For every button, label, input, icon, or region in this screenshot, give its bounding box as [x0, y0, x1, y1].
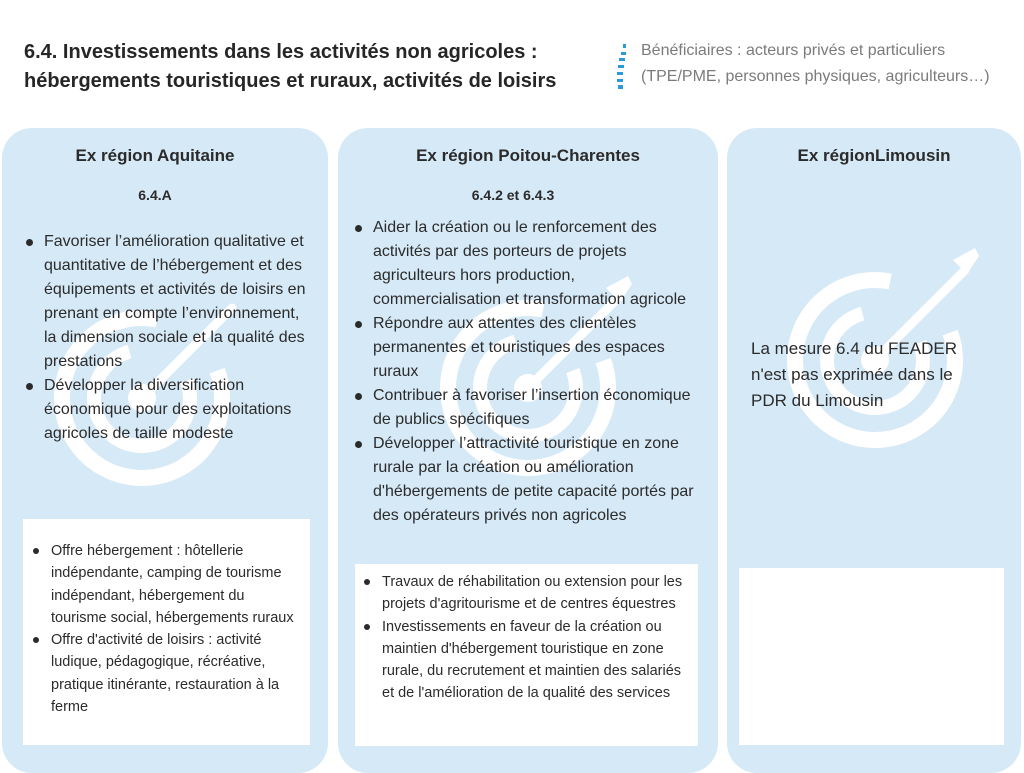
- list-item: Favoriser l’amélioration qualitative et quantitative de l’hébergement et des équipements et activités de loisirs en prenant en compte l’environnement, la dimension sociale et la qualité des prestations: [24, 230, 316, 374]
- list-item: Contribuer à favoriser l’insertion économique de publics spécifiques: [353, 384, 703, 432]
- limousin-note: La mesure 6.4 du FEADER n'est pas exprimée dans le PDR du Limousin: [751, 339, 957, 410]
- list-item: Offre d'activité de loisirs : activité ludique, pédagogique, récréative, pratique itinérante, restauration à la ferme: [31, 629, 303, 718]
- objectives-list: [24, 230, 316, 446]
- beneficiaires-text: [641, 38, 1021, 90]
- column-heading: Ex région Aquitaine: [75, 146, 235, 165]
- list-item: Offre hébergement : hôtellerie indépendante, camping de tourisme indépendant, hébergement du tourisme social, hébergements ruraux: [31, 540, 303, 629]
- details-box: [23, 519, 310, 745]
- empty-box: [739, 568, 1004, 745]
- list-item: Investissements en faveur de la création ou maintien d'hébergement touristique en zone rurale, du recrutement et maintien des salariés et de l'amélioration de la qualité des services: [362, 616, 692, 705]
- beneficiaires-line-1: Bénéficiaires : acteurs privés et particuliers: [641, 42, 946, 59]
- column-heading: Ex région Poitou-Charentes: [416, 146, 640, 165]
- measure-code: 6.4.2 et 6.4.3: [471, 187, 555, 203]
- objectives-list: [353, 216, 703, 528]
- details-list: [31, 540, 303, 718]
- column-limousin: [727, 128, 1021, 773]
- list-item: Développer la diversification économique pour des exploitations agricoles de taille modeste: [24, 374, 316, 446]
- list-item: Répondre aux attentes des clientèles permanentes et touristiques des espaces ruraux: [353, 312, 703, 384]
- details-list: [362, 571, 692, 705]
- details-box: [355, 564, 698, 746]
- info-icon: [617, 44, 631, 90]
- column-poitou-charentes: [338, 128, 718, 773]
- column-heading: Ex régionLimousin: [797, 146, 951, 165]
- measure-code: 6.4.A: [138, 187, 172, 203]
- column-aquitaine: [2, 128, 328, 773]
- page-title: 6.4. Investissements dans les activités non agricoles : hébergements touristiques et ruraux, activités de loisirs: [24, 41, 557, 92]
- list-item: Aider la création ou le renforcement des activités par des porteurs de projets agriculteurs hors production, commercialisation et transformation agricole: [353, 216, 703, 312]
- list-item: Travaux de réhabilitation ou extension pour les projets d'agritourisme et de centres équestres: [362, 571, 692, 616]
- list-item: Développer l’attractivité touristique en zone rurale par la création ou amélioration d'hébergements de petite capacité portés par des opérateurs privés non agricoles: [353, 432, 703, 528]
- beneficiaires-line-2: (TPE/PME, personnes physiques, agriculteurs…): [641, 68, 990, 85]
